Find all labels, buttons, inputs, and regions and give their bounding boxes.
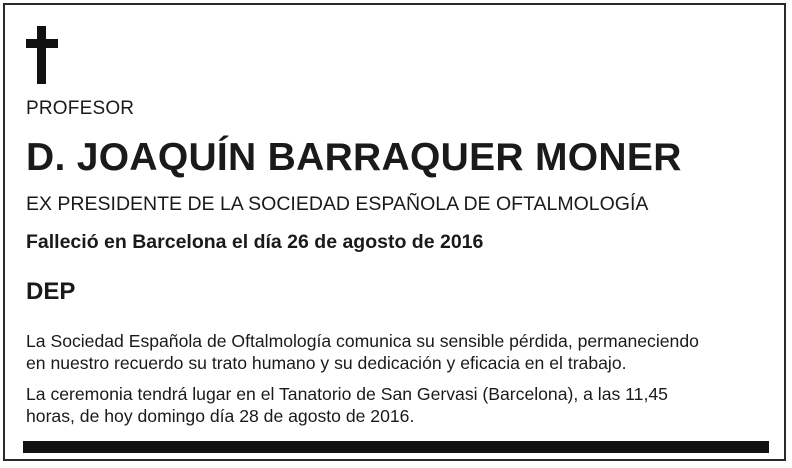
death-announcement: Falleció en Barcelona el día 26 de agosto de 2016 xyxy=(26,231,484,253)
deceased-name: D. JOAQUÍN BARRAQUER MONER xyxy=(26,136,682,179)
ceremony-line: La ceremonia tendrá lugar en el Tanatorio de San Gervasi (Barcelona), a las 11,45 xyxy=(26,384,668,404)
ceremony-paragraph xyxy=(26,383,786,427)
condolence-line: en nuestro recuerdo su trato humano y su dedicación y eficacia en el trabajo. xyxy=(26,353,627,373)
bottom-rule xyxy=(23,441,769,453)
rip-abbreviation: DEP xyxy=(26,278,76,305)
ceremony-line: horas, de hoy domingo día 28 de agosto de 2016. xyxy=(26,406,415,426)
cross-icon xyxy=(26,26,58,84)
title-prefix: PROFESOR xyxy=(26,98,135,119)
condolence-paragraph xyxy=(26,330,786,374)
condolence-line: La Sociedad Española de Oftalmología comunica su sensible pérdida, permaneciendo xyxy=(26,331,699,351)
deceased-position: EX PRESIDENTE DE LA SOCIEDAD ESPAÑOLA DE OFTALMOLOGÍA xyxy=(26,193,649,215)
